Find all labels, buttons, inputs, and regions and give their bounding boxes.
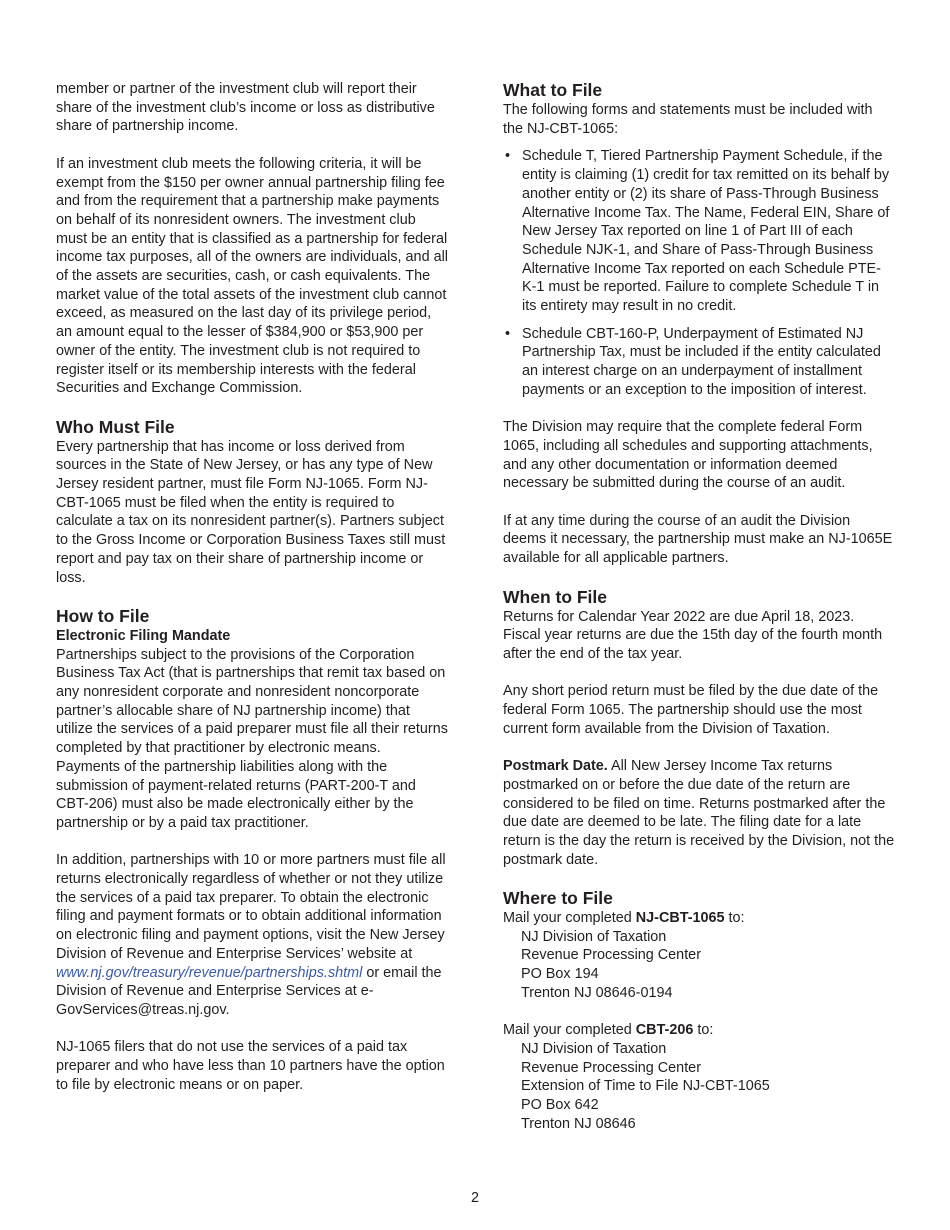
electronic-filing-subheading: Electronic Filing Mandate [56,627,231,644]
partnerships-website-link[interactable]: www.nj.gov/treasury/revenue/partnerships.shtml [56,964,363,981]
right-column [503,80,895,1133]
what-to-file-heading: What to File [503,80,603,100]
page-number: 2 [470,1190,479,1206]
postmark-paragraph: Postmark Date. All New Jersey Income Tax returns postmarked on or before the due date of the return are considered to be filed on time. Returns postmarked after the due date are deemed to be late. The filing date for a late return is the day the return is received by the Division, not the postmark date. [503,758,895,868]
mail-instruction-cbt-206: Mail your completed CBT-206 to: [503,1022,714,1039]
audit-documents-paragraph: The Division may require that the complete federal Form 1065, including all schedules and supporting attachments, and any other documentation or information deemed necessary be submitted during the course of an audit. [503,419,873,492]
what-to-file-intro: The following forms and statements must be included with the NJ-CBT-1065: [503,102,873,137]
list-item: • Schedule CBT-160-P, Underpayment of Estimated NJ Partnership Tax, must be included if the entity calculated an interest charge on an underpayment of installment payments or an exception to the imposition of interest. [503,325,895,400]
left-column [56,80,448,1113]
how-to-file-section [56,606,448,1095]
list-item: • Schedule T, Tiered Partnership Payment Schedule, if the entity is claiming (1) credit for tax remitted on its behalf by another entity or (2) its share of Pass-Through Business Alternative Income Tax. The Name, Federal EIN, Share of New Jersey Tax reported on line 1 of Part III of each Schedule NJK-1, and Share of Pass-Through Business Alternative Income Tax reported on each Schedule PTE-K-1 must be reported. Failure to complete Schedule T in its entirety may result in no credit. [503,147,895,315]
mailing-address-1: NJ Division of Taxation Revenue Processing Center PO Box 194 Trenton NJ 08646-0194 [521,928,701,1001]
what-to-file-section [503,80,895,568]
who-must-file-heading: Who Must File [56,416,175,437]
paper-filing-option-paragraph: NJ-1065 filers that do not use the services of a paid tax preparer and who have less than 10 partners have the option to file by electronic means or on paper. [56,1039,445,1093]
how-to-file-heading: How to File [56,605,150,626]
investment-club-intro: member or partner of the investment club will report their share of the investment club’s income or loss as distributive share of partnership income. [56,81,435,135]
electronic-filing-paragraph-2: In addition, partnerships with 10 or more partners must file all returns electronically regardless of whether or not they utilize the services of a paid tax preparer. To obtain the electronic filing and payment formats or to obtain additional information on electronic filing and payment options, visit the New Jersey Division of Revenue and Enterprise Services’ website at www.nj.gov/treasury/revenue/partnerships.shtml or email the Division of Revenue and Enterprise Services at e-GovServices@treas.nj.gov. [56,852,446,1018]
postmark-label: Postmark Date. [503,758,608,775]
where-to-file-section [503,888,895,1133]
mailing-address-2: NJ Division of Taxation Revenue Processing Center Extension of Time to File NJ-CBT-1065 PO Box 642 Trenton NJ 08646 [521,1040,770,1132]
mail-instruction-cbt-1065: Mail your completed NJ-CBT-1065 to: [503,910,745,927]
short-period-paragraph: Any short period return must be filed by the due date of the federal Form 1065. The partnership should use the most current form available from the Division of Taxation. [503,683,879,737]
where-to-file-heading: Where to File [503,888,613,909]
required-forms-list [503,147,895,399]
investment-club-criteria: If an investment club meets the following criteria, it will be exempt from the $150 per owner annual partnership filing fee and from the requirement that a partnership make payments on behalf of its nonresident owners. The investment club must be an entity that is classified as a partnership for federal income tax purposes, all of the owners are individuals, and all of the assets are securities, cash, or cash equivalents. The market value of the total assets of the investment club cannot exceed, as measured on the last day of its privilege period, an amount equal to the lesser of $384,900 or $53,900 per owner of the entity. The investment club is not required to register itself or its membership interests with the federal Securities and Exchange Commission. [56,155,448,397]
electronic-filing-paragraph: Partnerships subject to the provisions of the Corporation Business Tax Act (that is partnerships that remit tax based on any nonresident corporate and nonresident noncorporate partner’s allocable share of NJ partnership income) that utilize the services of a paid preparer must file all their returns completed by that practitioner by electronic means. Payments of the partnership liabilities along with the submission of payment-related returns (PART-200-T and CBT-206) must also be made electronically either by the partnership or by a paid tax practitioner. [56,646,448,831]
who-must-file-section [56,417,448,588]
due-dates-paragraph: Returns for Calendar Year 2022 are due April 18, 2023. Fiscal year returns are due the 15th day of the fourth month after the end of the tax year. [503,608,883,662]
when-to-file-heading: When to File [503,586,608,607]
nj-1065e-paragraph: If at any time during the course of an audit the Division deems it necessary, the partnership must make an NJ-1065E available for all applicable partners. [503,512,893,567]
who-must-file-text: Every partnership that has income or loss derived from sources in the State of New Jersey, or has any type of New Jersey resident partner, must file Form NJ-1065. Form NJ-CBT-1065 must be filed when the entity is required to calculate a tax on its nonresident partner(s). Partners subject to the Gross Income or Corporation Business Taxes still must report and pay tax on their share of partnership income or loss. [56,438,446,586]
when-to-file-section [503,587,895,870]
